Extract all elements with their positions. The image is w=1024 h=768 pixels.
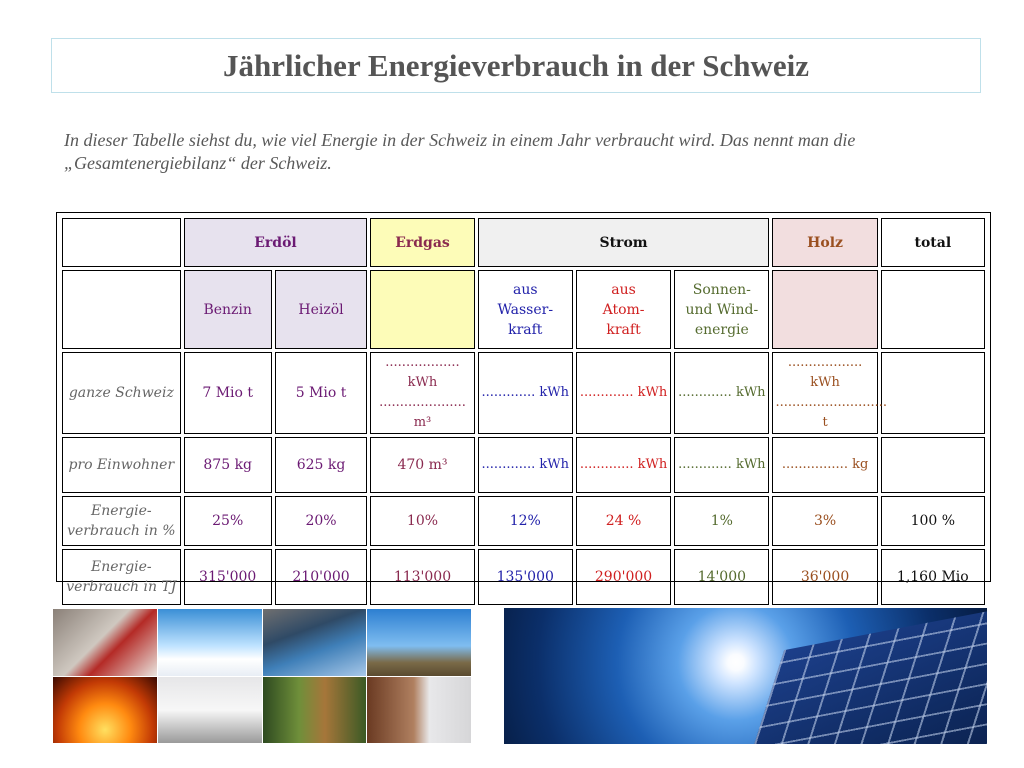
wasser-line-1: aus	[512, 281, 538, 298]
cell-tj-erdgas: 113'000	[370, 549, 474, 605]
cell-tj-atom: 290'000	[576, 549, 671, 605]
cell-ganze-wasser: ............. kWh	[478, 352, 573, 434]
energy-table	[59, 215, 988, 608]
photo-boiler-units	[158, 677, 262, 744]
header-total: total	[881, 218, 985, 267]
page-title: Jährlicher Energieverbrauch in der Schweiz	[222, 47, 810, 83]
subheader-empty-cell	[62, 270, 181, 349]
photo-solar-roof	[263, 609, 367, 676]
subheader-sonnen-wind	[674, 270, 769, 349]
cell-prozent-wasser: 12%	[478, 496, 573, 546]
cell-ganze-total	[881, 352, 985, 434]
sonnen-line-3: energie	[694, 321, 749, 338]
energy-photo-collage	[53, 609, 471, 743]
cell-pro-holz: ................ kg	[772, 437, 877, 493]
cell-prozent-benzin: 25%	[184, 496, 272, 546]
cell-prozent-atom: 24 %	[576, 496, 671, 546]
subheader-heizoel: Heizöl	[275, 270, 368, 349]
cell-ganze-sonnen: ............. kWh	[674, 352, 769, 434]
atom-line-1: aus	[611, 281, 636, 298]
header-erdgas: Erdgas	[370, 218, 474, 267]
atom-line-3: kraft	[606, 321, 641, 338]
cell-pro-atom: ............. kWh	[576, 437, 671, 493]
subheader-atomkraft	[576, 270, 671, 349]
row-pro-einwohner	[62, 437, 985, 493]
header-empty-cell	[62, 218, 181, 267]
prozent-label-line-2: verbrauch in %	[67, 523, 176, 539]
cell-prozent-total: 100 %	[881, 496, 985, 546]
cell-pro-heizoel: 625 kg	[275, 437, 368, 493]
cell-tj-wasser: 135'000	[478, 549, 573, 605]
header-holz: Holz	[772, 218, 877, 267]
wasser-line-2: Wasser-	[497, 301, 554, 318]
row-label-verbrauch-prozent	[62, 496, 181, 546]
cell-pro-wasser: ............. kWh	[478, 437, 573, 493]
row-label-ganze-schweiz: ganze Schweiz	[62, 352, 181, 434]
row-verbrauch-prozent	[62, 496, 985, 546]
cell-prozent-heizoel: 20%	[275, 496, 368, 546]
tj-label-line-2: verbrauch in TJ	[66, 579, 177, 595]
cell-tj-heizoel: 210'000	[275, 549, 368, 605]
cell-pro-sonnen: ............. kWh	[674, 437, 769, 493]
solar-panel-sun-photo	[504, 608, 987, 744]
photo-sky-clouds	[158, 609, 262, 676]
row-ganze-schweiz	[62, 352, 985, 434]
cell-tj-total: 1,160 Mio	[881, 549, 985, 605]
cell-ganze-holz	[772, 352, 888, 434]
photo-stove-appliance	[367, 677, 471, 744]
energy-table-frame	[56, 212, 991, 595]
cell-prozent-sonnen: 1%	[674, 496, 769, 546]
prozent-label-line-1: Energie-	[90, 503, 152, 519]
intro-text	[64, 129, 974, 175]
intro-line-1: In dieser Tabelle siehst du, wie viel Energie in der Schweiz in einem Jahr verbraucht wird. Das nennt man die	[64, 130, 856, 150]
holz-kwh-blank: .................. kWh	[787, 355, 863, 390]
cell-tj-holz: 36'000	[772, 549, 877, 605]
subheader-wasserkraft	[478, 270, 573, 349]
title-box	[51, 38, 981, 93]
photo-heating-room	[53, 609, 157, 676]
photo-forest-woodpile	[263, 677, 367, 744]
row-verbrauch-tj	[62, 549, 985, 605]
cell-pro-benzin: 875 kg	[184, 437, 272, 493]
photo-landscape	[367, 609, 471, 676]
cell-tj-benzin: 315'000	[184, 549, 272, 605]
cell-pro-erdgas: 470 m³	[370, 437, 474, 493]
cell-tj-sonnen: 14'000	[674, 549, 769, 605]
header-row-groups	[62, 218, 985, 267]
cell-ganze-heizoel: 5 Mio t	[275, 352, 368, 434]
sonnen-line-1: Sonnen-	[692, 281, 751, 298]
sonnen-line-2: und Wind-	[685, 301, 759, 318]
solar-panel-graphic	[725, 608, 987, 744]
subheader-benzin: Benzin	[184, 270, 272, 349]
row-label-pro-einwohner: pro Einwohner	[62, 437, 181, 493]
cell-pro-total	[881, 437, 985, 493]
subheader-holz-empty	[772, 270, 877, 349]
intro-line-2: „Gesamtenergiebilanz“ der Schweiz.	[64, 153, 332, 173]
subheader-total-empty	[881, 270, 985, 349]
cell-ganze-benzin: 7 Mio t	[184, 352, 272, 434]
subheader-erdgas-empty	[370, 270, 474, 349]
header-strom: Strom	[478, 218, 770, 267]
header-row-sub	[62, 270, 985, 349]
atom-line-2: Atom-	[602, 301, 645, 318]
holz-t-blank: ........................... t	[775, 395, 888, 430]
tj-label-line-1: Energie-	[90, 559, 152, 575]
cell-ganze-erdgas	[370, 352, 474, 434]
photo-fire	[53, 677, 157, 744]
cell-ganze-atom: ............. kWh	[576, 352, 671, 434]
cell-prozent-holz: 3%	[772, 496, 877, 546]
erdgas-m3-blank: ..................... m³	[379, 395, 466, 430]
cell-prozent-erdgas: 10%	[370, 496, 474, 546]
header-erdoel: Erdöl	[184, 218, 368, 267]
erdgas-kwh-blank: .................. kWh	[385, 355, 460, 390]
row-label-verbrauch-tj	[62, 549, 181, 605]
wasser-line-3: kraft	[508, 321, 543, 338]
